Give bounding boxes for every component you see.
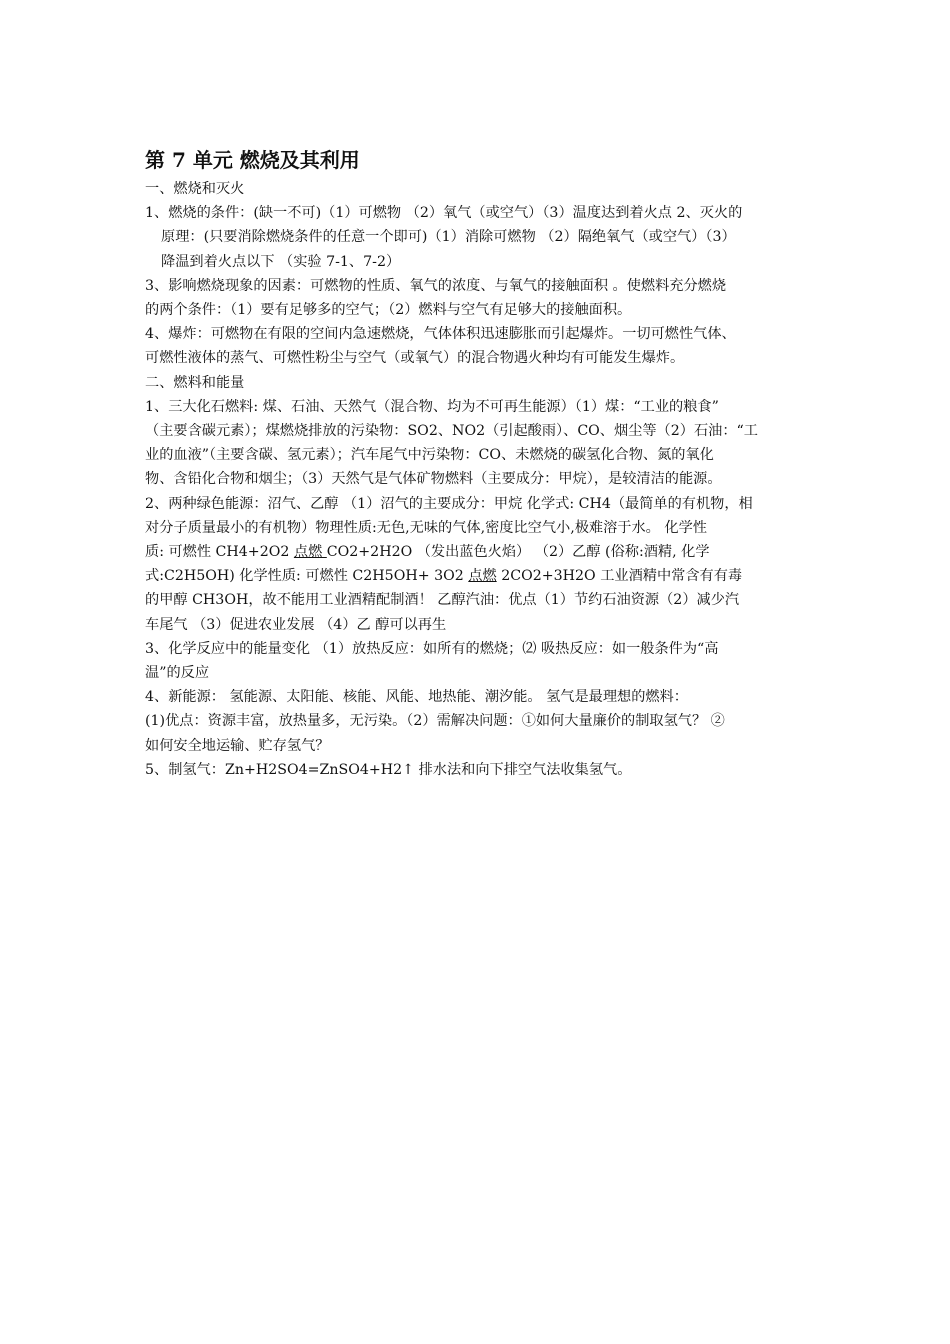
paragraph-line: 的甲醇 CH3OH，故不能用工业酒精配制酒！ 乙醇汽油：优点（1）节约石油资源（2）减少汽: [145, 592, 740, 609]
paragraph-line: 对分子质量最小的有机物）物理性质:无色,无味的气体,密度比空气小,极难溶于水。 化学性: [145, 519, 707, 536]
text-segment: 质: 可燃性 CH4+2O2: [145, 544, 294, 561]
paragraph-line: 3、影响燃烧现象的因素：可燃物的性质、氧气的浓度、与氧气的接触面积 。使燃料充分燃烧: [145, 277, 727, 294]
paragraph-line: [145, 564, 817, 588]
section-heading-2: 二、燃料和能量: [145, 374, 245, 391]
section-heading-1: 一、燃烧和灭火: [145, 181, 245, 197]
paragraph-line: 2、两种绿色能源：沼气、乙醇 （1）沼气的主要成分：甲烷 化学式: CH4（最简单的有机物，相: [145, 495, 753, 512]
paragraph-line: 5、制氢气：Zn+H2SO4=ZnSO4+H2↑ 排水法和向下排空气法收集氢气。: [145, 761, 632, 778]
paragraph-line: 4、爆炸：可燃物在有限的空间内急速燃烧，气体体积迅速膨胀而引起爆炸。一切可燃性气体、: [145, 326, 736, 343]
paragraph-line: 可燃性液体的蒸气、可燃性粉尘与空气（或氧气）的混合物遇火种均有可能发生爆炸。: [145, 350, 685, 367]
paragraph-line: （主要含碳元素）；煤燃烧排放的污染物：SO2、NO2（引起酸雨）、CO、烟尘等（2）石油：“工: [145, 423, 758, 440]
paragraph-line: 1、三大化石燃料: 煤、石油、天然气（混合物、均为不可再生能源）（1）煤：“工业的粮食”: [145, 398, 719, 415]
reaction-condition-label: 点燃: [468, 568, 497, 585]
paragraph-line: 3、化学反应中的能量变化 （1）放热反应：如所有的燃烧；⑵ 吸热反应：如一般条件为“高: [145, 640, 719, 657]
text-segment: 式:C2H5OH) 化学性质: 可燃性 C2H5OH+ 3O2: [145, 568, 469, 585]
paragraph-line: (1)优点：资源丰富，放热量多，无污染。（2）需解决问题：①如何大量廉价的制取氢气？ ②: [145, 713, 725, 730]
document-body: [145, 147, 817, 782]
text-segment: CO2+2H2O （发出蓝色火焰） （2）乙醇 (俗称:酒精, 化学: [326, 544, 710, 561]
paragraph-line: 车尾气 （3）促进农业发展 （4）乙 醇可以再生: [145, 616, 447, 633]
paragraph-line: [145, 540, 817, 564]
paragraph-line: 物、含铅化合物和烟尘；（3）天然气是气体矿物燃料（主要成分：甲烷），是较清洁的能源。: [145, 471, 722, 488]
page-title: 第 7 单元 燃烧及其利用: [145, 148, 360, 172]
text-segment: 2CO2+3H2O 工业酒精中常含有有毒: [496, 568, 743, 585]
paragraph-line: 的两个条件：（1）要有足够多的空气；（2）燃料与空气有足够大的接触面积。: [145, 302, 632, 319]
paragraph-line: 降温到着火点以下 （实验 7-1、7-2）: [161, 253, 401, 270]
paragraph-line: 业的血液”（主要含碳、氢元素）；汽车尾气中污染物：CO、未燃烧的碳氢化合物、氮的氧化: [145, 447, 714, 464]
paragraph-line: 温”的反应: [145, 665, 210, 682]
paragraph-line: 4、新能源： 氢能源、太阳能、核能、风能、地热能、潮汐能。 氢气是最理想的燃料：: [145, 689, 688, 706]
reaction-condition-label: 点燃: [293, 544, 327, 561]
paragraph-line: 1、燃烧的条件：(缺一不可)（1）可燃物 （2）氧气（或空气）（3）温度达到着火点 2、灭火的: [145, 205, 743, 222]
paragraph-line: 如何安全地运输、贮存氢气？: [145, 737, 330, 754]
paragraph-line: 原理：(只要消除燃烧条件的任意一个即可)（1）消除可燃物 （2）隔绝氧气（或空气）（3）: [161, 229, 736, 246]
